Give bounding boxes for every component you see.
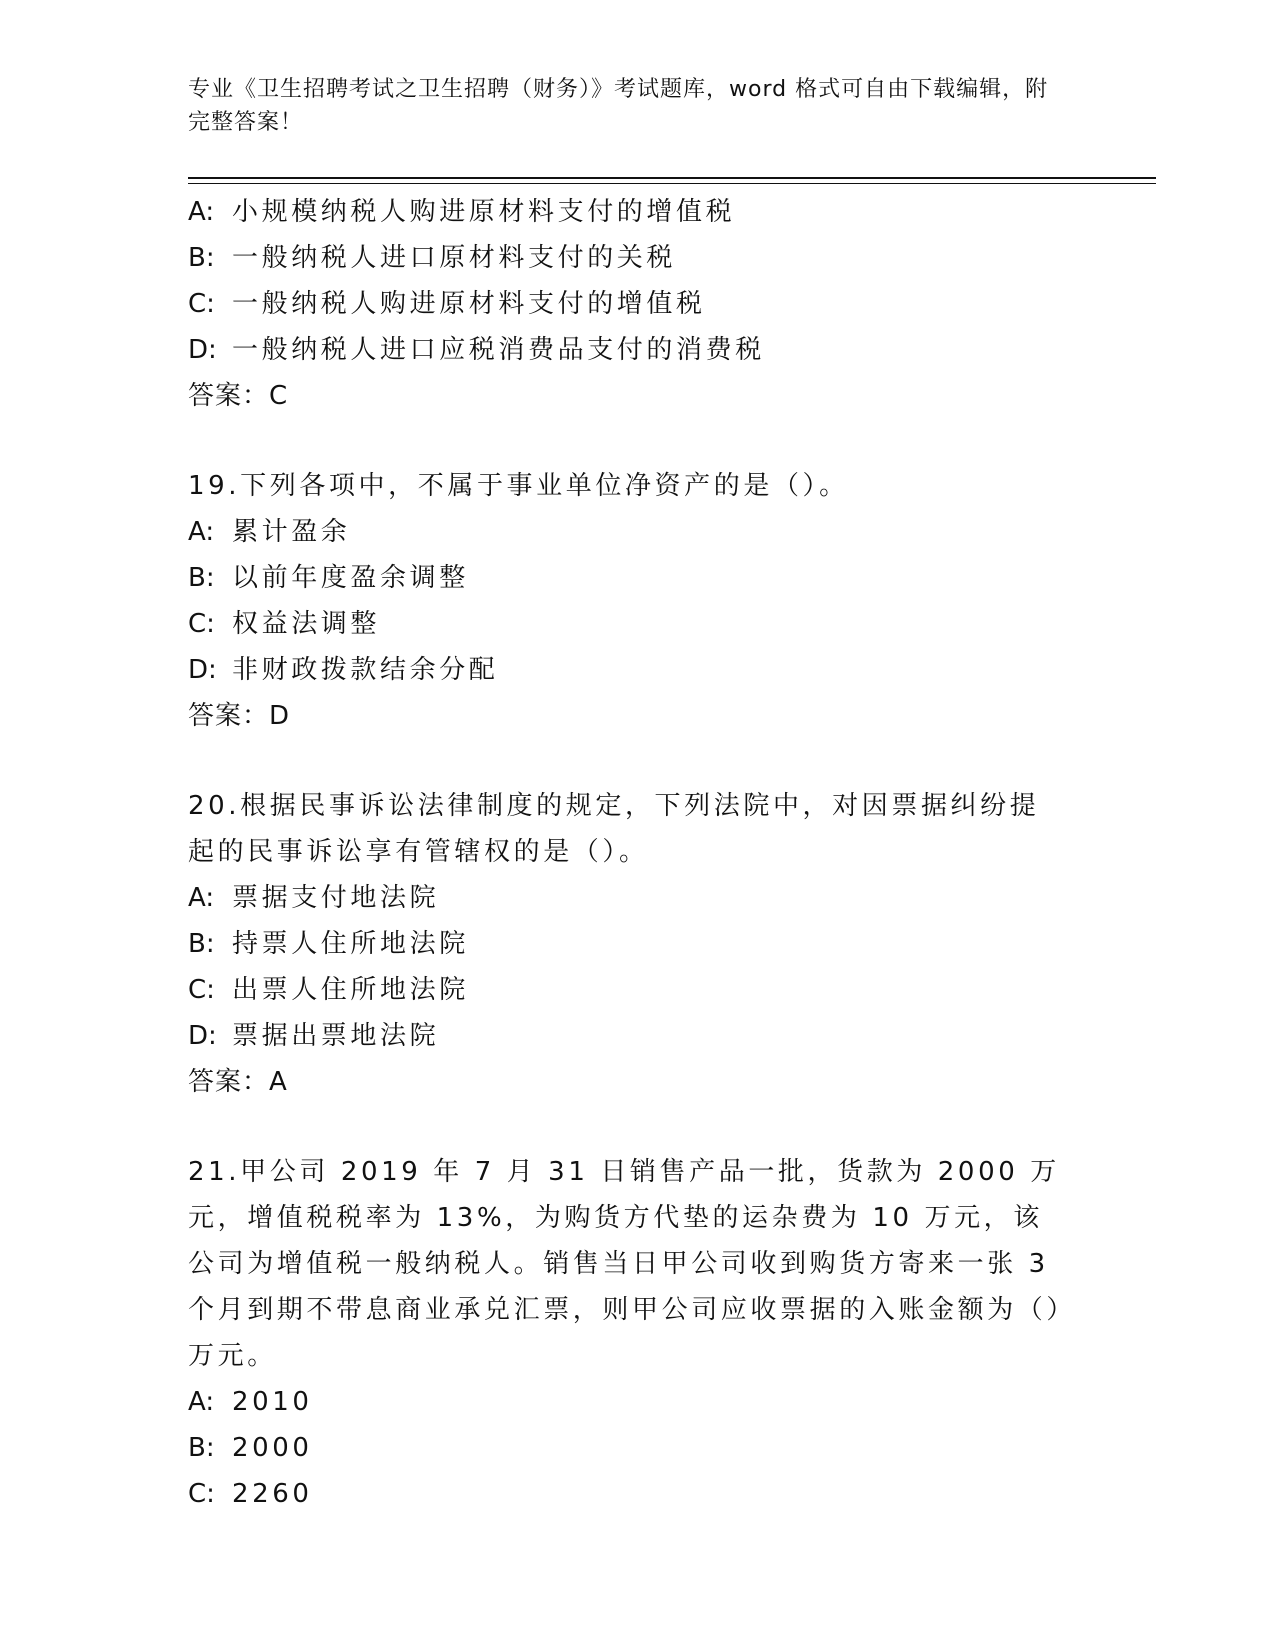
option-b	[188, 921, 1088, 967]
spacer	[188, 1105, 1088, 1149]
option-c	[188, 601, 1088, 647]
option-text: 2000	[232, 1433, 313, 1463]
question-18	[188, 189, 1088, 419]
header-divider-thin	[188, 183, 1156, 184]
answer-label: 答案：C	[188, 381, 289, 411]
option-letter: B:	[188, 243, 215, 273]
option-text: 2260	[232, 1479, 313, 1509]
question-stem: 21.甲公司 2019 年 7 月 31 日销售产品一批，货款为 2000 万元，增值税税率为 13%，为购货方代垫的运杂费为 10 万元，该公司为增值税一般纳税人。销售当日甲公司收到购货方寄来一张 3 个月到期不带息商业承兑汇票，则甲公司应收票据的入账金额为（）万元。	[188, 1157, 1064, 1371]
spacer	[188, 419, 1088, 463]
question-stem: 19.下列各项中，不属于事业单位净资产的是（）。	[188, 471, 849, 501]
option-text: 累计盈余	[232, 517, 351, 547]
option-d	[188, 327, 1088, 373]
option-c	[188, 281, 1088, 327]
option-letter: B:	[188, 1433, 215, 1463]
option-letter: B:	[188, 929, 215, 959]
option-a	[188, 509, 1088, 555]
option-c	[188, 967, 1088, 1013]
option-letter: C:	[188, 1479, 215, 1509]
document-header: 专业《卫生招聘考试之卫生招聘（财务）》考试题库，word 格式可自由下载编辑，附完整答案！	[188, 77, 1049, 135]
option-text: 权益法调整	[232, 609, 381, 639]
option-d	[188, 1013, 1088, 1059]
option-a	[188, 1379, 1088, 1425]
question-21	[188, 1149, 1088, 1517]
option-text: 持票人住所地法院	[232, 929, 469, 959]
option-letter: A:	[188, 1387, 215, 1417]
question-stem: 20.根据民事诉讼法律制度的规定，下列法院中，对因票据纠纷提起的民事诉讼享有管辖权的是（）。	[188, 791, 1040, 867]
option-text: 票据出票地法院	[232, 1021, 440, 1051]
question-list	[188, 189, 1088, 1517]
option-b	[188, 555, 1088, 601]
option-c	[188, 1471, 1088, 1517]
answer-label: 答案：A	[188, 1067, 288, 1097]
option-text: 一般纳税人进口原材料支付的关税	[232, 243, 677, 273]
option-a	[188, 189, 1088, 235]
option-a	[188, 875, 1088, 921]
option-letter: A:	[188, 883, 215, 913]
option-letter: B:	[188, 563, 215, 593]
option-letter: C:	[188, 609, 215, 639]
question-20	[188, 783, 1088, 1105]
option-text: 非财政拨款结余分配	[232, 655, 499, 685]
question-19	[188, 463, 1088, 739]
option-b	[188, 235, 1088, 281]
option-text: 一般纳税人购进原材料支付的增值税	[232, 289, 706, 319]
option-letter: D:	[188, 655, 217, 685]
option-text: 票据支付地法院	[232, 883, 440, 913]
option-letter: A:	[188, 517, 215, 547]
option-letter: C:	[188, 289, 215, 319]
spacer	[188, 739, 1088, 783]
option-text: 以前年度盈余调整	[232, 563, 469, 593]
header-divider-thick	[188, 177, 1156, 179]
option-letter: C:	[188, 975, 215, 1005]
option-d	[188, 647, 1088, 693]
answer-label: 答案：D	[188, 701, 291, 731]
option-letter: D:	[188, 335, 217, 365]
option-text: 出票人住所地法院	[232, 975, 469, 1005]
option-text: 小规模纳税人购进原材料支付的增值税	[232, 197, 736, 227]
option-letter: A:	[188, 197, 215, 227]
option-b	[188, 1425, 1088, 1471]
option-text: 一般纳税人进口应税消费品支付的消费税	[232, 335, 765, 365]
option-letter: D:	[188, 1021, 217, 1051]
option-text: 2010	[232, 1387, 313, 1417]
